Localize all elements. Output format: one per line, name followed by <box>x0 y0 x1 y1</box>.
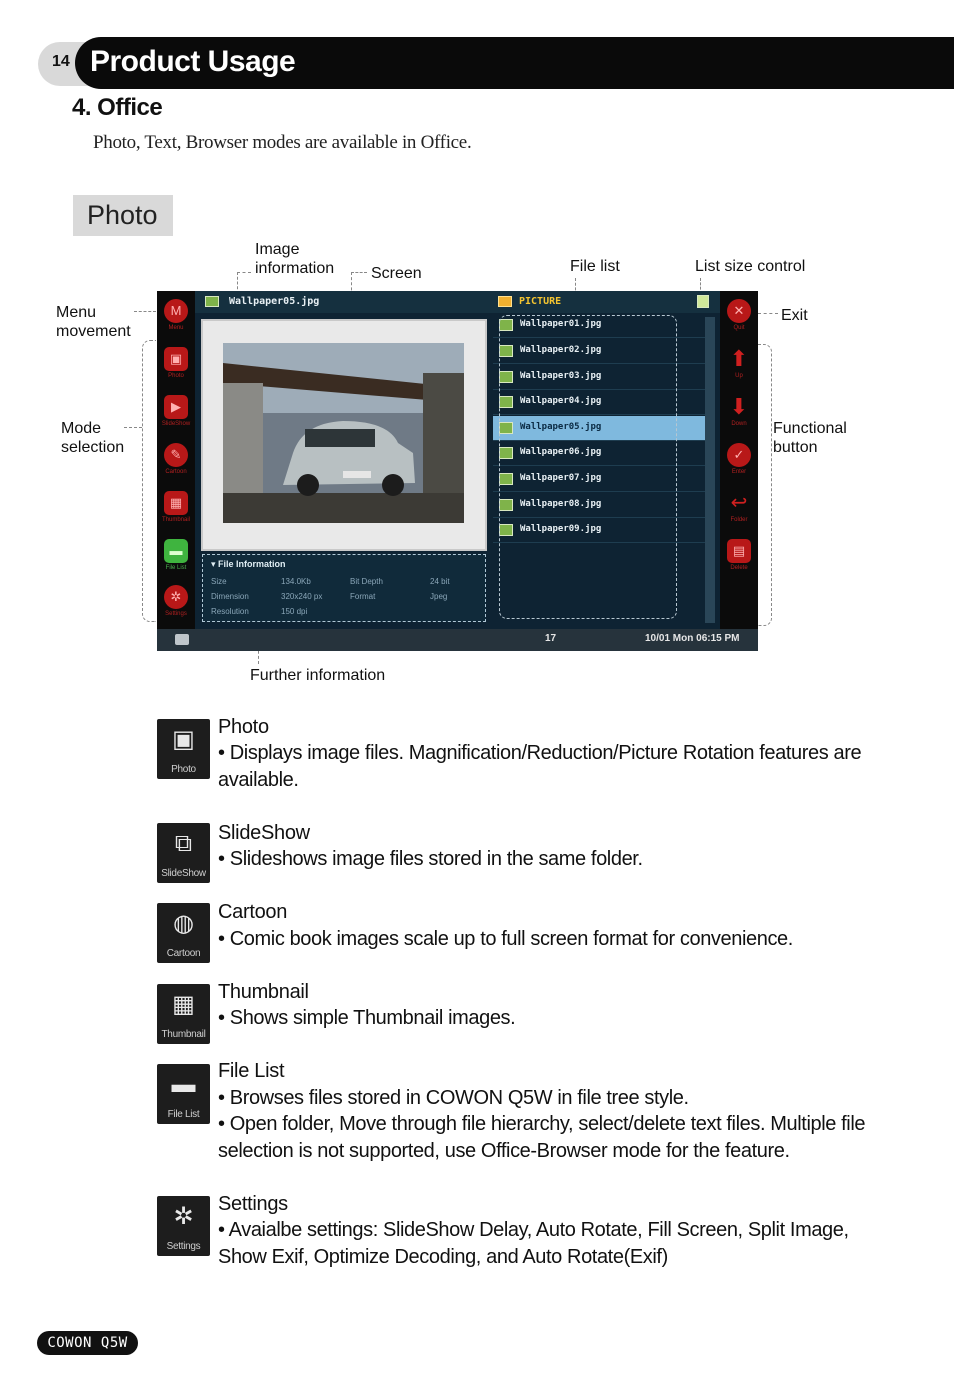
file-list-outline <box>499 315 677 619</box>
list-scrollbar[interactable] <box>705 317 715 623</box>
file-name: Wallpaper06.jpg <box>520 447 602 457</box>
settings-icon[interactable]: ✲ <box>164 585 188 609</box>
info-value: 320x240 px <box>281 592 323 601</box>
leader-line <box>351 272 367 273</box>
right-toolbar <box>720 291 758 629</box>
up-arrow-icon[interactable]: ⬆ <box>729 346 749 371</box>
tile-label: Photo <box>171 764 196 775</box>
file-list-icon: ▬ <box>171 1071 196 1098</box>
item-title: Photo <box>218 716 269 738</box>
tool-label: Down <box>731 421 747 427</box>
tool-label: Up <box>735 373 743 379</box>
tile-label: Thumbnail <box>161 1029 206 1040</box>
clock: 10/01 Mon 06:15 PM <box>645 633 740 644</box>
file-information-panel <box>202 554 486 622</box>
callout-file-list: File list <box>570 258 620 275</box>
settings-icon: ✲ <box>173 1203 194 1230</box>
file-name: Wallpaper02.jpg <box>520 345 602 355</box>
tool-label: File List <box>165 565 187 571</box>
item-title: Cartoon <box>218 901 288 923</box>
left-toolbar <box>157 291 195 629</box>
cartoon-icon: ◍ <box>173 910 194 937</box>
camera-icon <box>175 634 189 645</box>
leader-line <box>758 313 778 314</box>
delete-icon[interactable]: ▤ <box>727 539 751 563</box>
info-value: 134.0Kb <box>281 577 311 586</box>
file-name: Wallpaper04.jpg <box>520 396 602 406</box>
file-name: Wallpaper05.jpg <box>520 422 602 432</box>
down-arrow-icon[interactable]: ⬇ <box>729 394 749 419</box>
menu-icon[interactable]: M <box>164 299 188 323</box>
tool-label: Quit <box>733 325 745 331</box>
tool-label: Photo <box>168 373 184 379</box>
brand-badge: COWON Q5W <box>37 1331 138 1355</box>
thumbnail-icon: ▦ <box>172 991 195 1018</box>
page-title: Product Usage <box>90 45 296 78</box>
folder-up-icon[interactable]: ↩ <box>730 492 748 514</box>
info-label: Dimension <box>211 592 249 601</box>
cartoon-tile <box>157 903 210 963</box>
leader-line <box>237 272 251 273</box>
item-text: • Shows simple Thumbnail images. <box>218 1007 516 1029</box>
item-text: • Comic book images scale up to full screen format for convenience. <box>218 928 793 950</box>
mode-label: Photo <box>73 195 173 236</box>
image-file-icon <box>205 296 219 307</box>
cartoon-icon[interactable]: ✎ <box>164 443 188 467</box>
enter-icon[interactable]: ✓ <box>727 443 751 467</box>
quit-icon[interactable]: ✕ <box>727 299 751 323</box>
folder-name: PICTURE <box>519 296 562 307</box>
thumbnail-icon[interactable]: ▦ <box>164 491 188 515</box>
folder-icon <box>498 296 512 307</box>
item-text: • Open folder, Move through file hierarchy, select/delete text files. Multiple file selection is not supported, use Office-Browser mode for the feature. <box>218 1113 866 1162</box>
file-name: Wallpaper09.jpg <box>520 524 602 534</box>
leader-line <box>124 427 142 428</box>
slideshow-tile <box>157 823 210 883</box>
callout-exit: Exit <box>781 307 808 324</box>
callout-screen: Screen <box>371 265 422 282</box>
item-title: File List <box>218 1060 285 1082</box>
file-name: Wallpaper07.jpg <box>520 473 602 483</box>
info-value: Jpeg <box>430 592 448 601</box>
info-label: Bit Depth <box>350 577 383 586</box>
slideshow-icon: ⧉ <box>174 830 193 857</box>
photo-icon: ▣ <box>172 726 195 753</box>
page-number: 14 <box>52 53 70 70</box>
item-title: Settings <box>218 1193 288 1215</box>
tool-label: Delete <box>730 565 748 571</box>
tile-label: Settings <box>166 1241 201 1252</box>
item-title: Thumbnail <box>218 981 309 1003</box>
mode-selection-bracket <box>142 340 156 622</box>
device-screen <box>157 291 758 651</box>
photo-preview[interactable] <box>223 343 464 523</box>
tool-label: Settings <box>165 611 187 617</box>
item-text: • Browses files stored in COWON Q5W in file tree style. <box>218 1087 689 1109</box>
callout-functional-button: Functional button <box>773 420 847 456</box>
photo-icon[interactable]: ▣ <box>164 347 188 371</box>
callout-image-information: Image information <box>255 241 335 277</box>
tool-label: Menu <box>168 325 184 331</box>
file-name: Wallpaper01.jpg <box>520 319 602 329</box>
item-text: • Displays image files. Magnification/Reduction/Picture Rotation features are available. <box>218 742 862 791</box>
item-text: • Avaialbe settings: SlideShow Delay, Auto Rotate, Fill Screen, Split Image, Show Exif, Optimize Decoding, and Auto Rotate(Exif) <box>218 1219 849 1268</box>
tool-label: Thumbnail <box>161 517 190 523</box>
tool-label: SlideShow <box>161 421 191 427</box>
slideshow-icon[interactable]: ▶ <box>164 395 188 419</box>
file-list-tile <box>157 1064 210 1124</box>
info-label: Resolution <box>211 607 249 616</box>
photo-tile <box>157 719 210 779</box>
file-name: Wallpaper08.jpg <box>520 499 602 509</box>
tool-label: Cartoon <box>165 469 187 475</box>
tile-label: SlideShow <box>161 868 206 879</box>
item-title: SlideShow <box>218 822 310 844</box>
thumbnail-tile <box>157 984 210 1044</box>
info-label: Format <box>350 592 376 601</box>
callout-list-size-control: List size control <box>695 258 806 275</box>
item-text: • Slideshows image files stored in the same folder. <box>218 848 643 870</box>
tile-label: Cartoon <box>166 948 201 959</box>
callout-further-information: Further information <box>250 667 386 684</box>
info-value: 24 bit <box>430 577 450 586</box>
info-value: 150 dpi <box>281 607 308 616</box>
callout-menu-movement: Menu movement <box>56 304 131 340</box>
callout-mode-selection: Mode selection <box>61 420 125 456</box>
current-file-name: Wallpaper05.jpg <box>229 296 320 307</box>
tile-label: File List <box>167 1109 200 1120</box>
settings-tile <box>157 1196 210 1256</box>
device-status-bar <box>157 629 758 651</box>
leader-line <box>134 311 156 312</box>
tool-label: Enter <box>731 469 747 475</box>
file-list-icon[interactable]: ▬ <box>164 539 188 563</box>
file-name: Wallpaper03.jpg <box>520 371 602 381</box>
info-label: Size <box>211 577 227 586</box>
file-information-heading: ▾ File Information <box>211 559 286 569</box>
functional-button-bracket <box>758 344 772 626</box>
section-intro: Photo, Text, Browser modes are available in Office. <box>93 132 472 153</box>
volume-level: 17 <box>545 633 557 644</box>
tool-label: Folder <box>730 517 748 523</box>
list-size-icon[interactable] <box>697 295 709 308</box>
section-title: 4. Office <box>72 94 163 121</box>
